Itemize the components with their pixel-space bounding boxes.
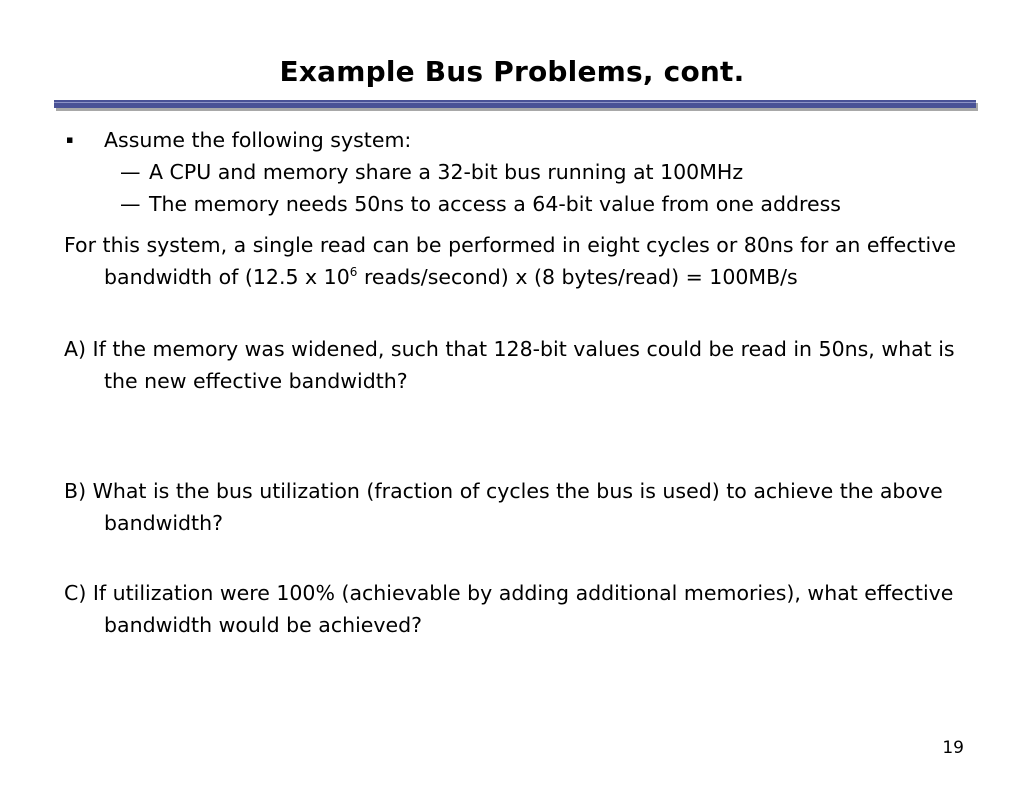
- question-a: A) If the memory was widened, such that 128-bit values could be read in 50ns, what is the new effective bandwidth?: [64, 337, 955, 393]
- page-number: 19: [942, 738, 964, 758]
- slide-body: [64, 124, 974, 641]
- system-paragraph: [64, 229, 974, 293]
- dash-bullet-icon: —: [120, 160, 141, 184]
- assumption-item: [64, 156, 974, 188]
- question-c: C) If utilization were 100% (achievable by adding additional memories), what effective bandwidth would be achieved?: [64, 581, 954, 637]
- exponent: 6: [349, 265, 358, 279]
- assumption-item-text: A CPU and memory share a 32-bit bus running at 100MHz: [149, 160, 744, 184]
- dash-bullet-icon: —: [120, 192, 141, 216]
- question-b: B) What is the bus utilization (fraction of cycles the bus is used) to achieve the above bandwidth?: [64, 479, 943, 535]
- system-text-before-exponent: For this system, a single read can be performed in eight cycles or 80ns for an effective bandwidth of (12.5 x 10: [64, 233, 956, 289]
- assumption-item: [64, 188, 974, 220]
- assumption-item-text: The memory needs 50ns to access a 64-bit value from one address: [149, 192, 841, 216]
- square-bullet-icon: ▪: [66, 133, 74, 146]
- assumption-intro: Assume the following system:: [104, 128, 412, 152]
- slide-title: Example Bus Problems, cont.: [279, 55, 745, 88]
- system-text-after-exponent: reads/second) x (8 bytes/read) = 100MB/s: [357, 265, 798, 289]
- assumption-bullet: [64, 124, 974, 156]
- title-underline: [54, 100, 976, 108]
